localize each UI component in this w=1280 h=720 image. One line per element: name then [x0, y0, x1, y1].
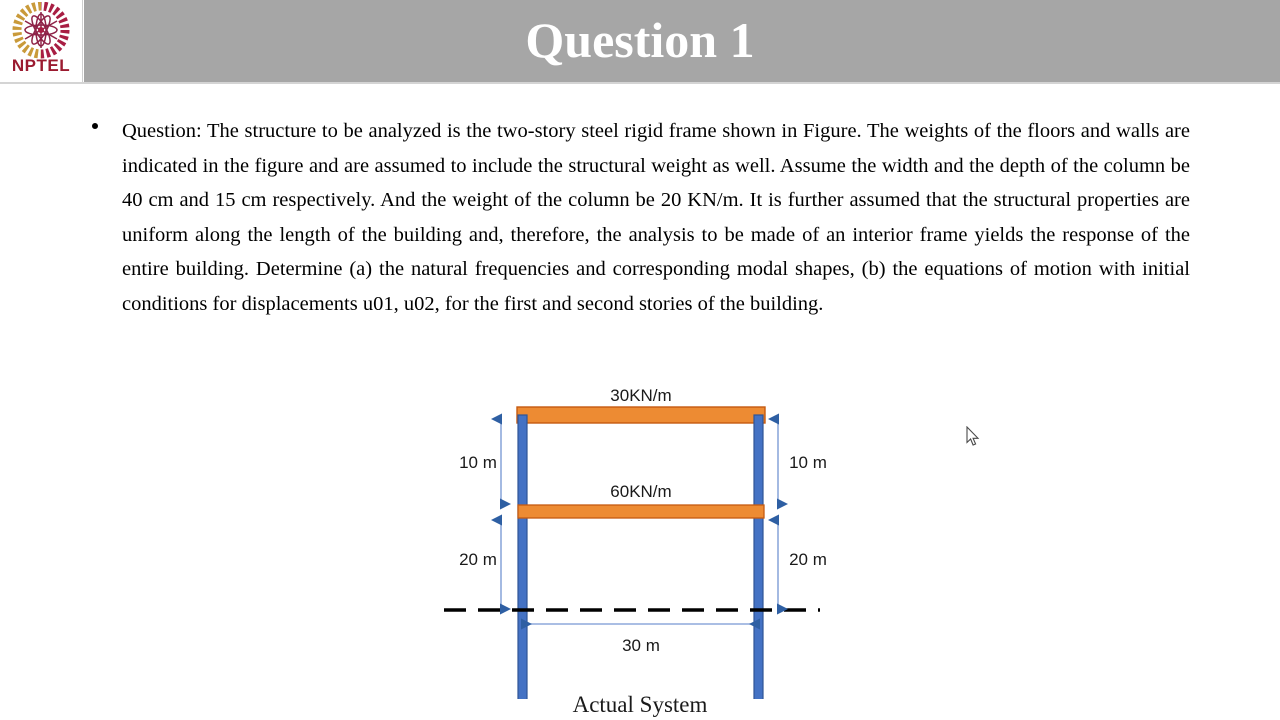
- slide-content: [0, 84, 1280, 720]
- floor-load-label: 60KN/m: [610, 482, 672, 501]
- figure-caption: Actual System: [572, 692, 708, 717]
- right-column: [754, 415, 763, 699]
- slide-header: [0, 0, 1280, 82]
- question-text: Question: The structure to be analyzed is the two-story steel rigid frame shown in Figure. The weights of the floors and walls are indicated in the figure and are assumed to include the structural weight as well. Assume the width and the depth of the column be 40 cm and 15 cm respectively. And the weight of the column be 20 KN/m. It is further assumed that the structural properties are uniform along the length of the building and, therefore, the analysis to be made of an interior frame yields the response of the entire building. Determine (a) the natural frequencies and corresponding modal shapes, (b) the equations of motion with initial conditions for displacements u01, u02, for the first and second stories of the building.: [122, 120, 1190, 315]
- nptel-atom-crescent-logo: [7, 2, 75, 60]
- left-column: [518, 415, 527, 699]
- left-upper-height-label: 10 m: [459, 453, 497, 472]
- left-lower-height-label: 20 m: [459, 550, 497, 569]
- question-bullet-item: [92, 114, 1190, 321]
- bullet-point-icon: [92, 123, 98, 129]
- title-banner: [84, 0, 1280, 82]
- page-title: Question 1: [525, 12, 755, 68]
- right-upper-height-label: 10 m: [789, 453, 827, 472]
- floor-beam: [518, 505, 764, 518]
- frame-diagram: [430, 379, 850, 699]
- roof-load-label: 30KN/m: [610, 386, 672, 405]
- right-lower-height-label: 20 m: [789, 550, 827, 569]
- nptel-logo-block: [0, 0, 83, 82]
- roof-beam: [517, 407, 765, 423]
- nptel-logo-text: NPTEL: [11, 56, 71, 75]
- span-label: 30 m: [622, 636, 660, 655]
